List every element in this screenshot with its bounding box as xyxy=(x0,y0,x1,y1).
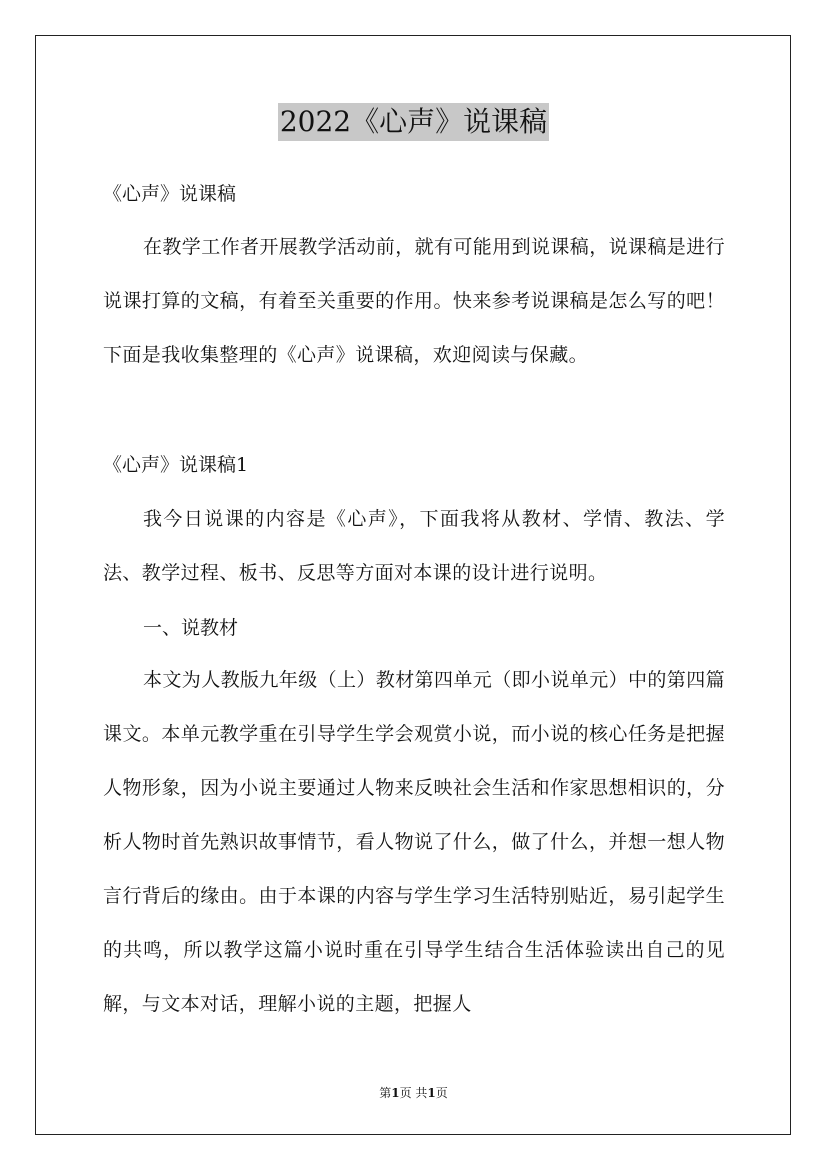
page-footer xyxy=(0,1084,827,1101)
section-heading: 《心声》说课稿1 xyxy=(103,454,249,476)
footer-current-page: 1 xyxy=(391,1086,400,1100)
section-paragraph-2: 本文为人教版九年级（上）教材第四单元（即小说单元）中的第四篇课文。本单元教学重在引导学生学会观赏小说，而小说的核心任务是把握人物形象，因为小说主要通过人物来反映社会生活和作家思想相识的，分析人物时首先熟识故事情节，看人物说了什么，做了什么，并想一想人物言行背后的缘由。由于本课的内容与学生学习生活特别贴近，易引起学生的共鸣，所以教学这篇小说时重在引导学生结合生活体验读出自己的见解，与文本对话，理解小说的主题，把握人 xyxy=(103,669,726,1015)
footer-middle: 页 共 xyxy=(399,1086,428,1100)
title-container xyxy=(0,103,827,141)
subheading-teaching-material: 一、说教材 xyxy=(143,617,239,639)
footer-prefix: 第 xyxy=(379,1086,392,1100)
intro-paragraph: 在教学工作者开展教学活动前，就有可能用到说课稿，说课稿是进行说课打算的文稿，有着至关重要的作用。快来参考说课稿是怎么写的吧！下面是我收集整理的《心声》说课稿，欢迎阅读与保藏。 xyxy=(103,236,726,366)
footer-total-pages: 1 xyxy=(427,1086,436,1100)
document-subtitle: 《心声》说课稿 xyxy=(103,183,237,205)
document-title: 2022《心声》说课稿 xyxy=(278,103,549,141)
footer-suffix: 页 xyxy=(435,1086,448,1100)
section-paragraph-1: 我今日说课的内容是《心声》，下面我将从教材、学情、教法、学法、教学过程、板书、反思等方面对本课的设计进行说明。 xyxy=(103,508,725,584)
